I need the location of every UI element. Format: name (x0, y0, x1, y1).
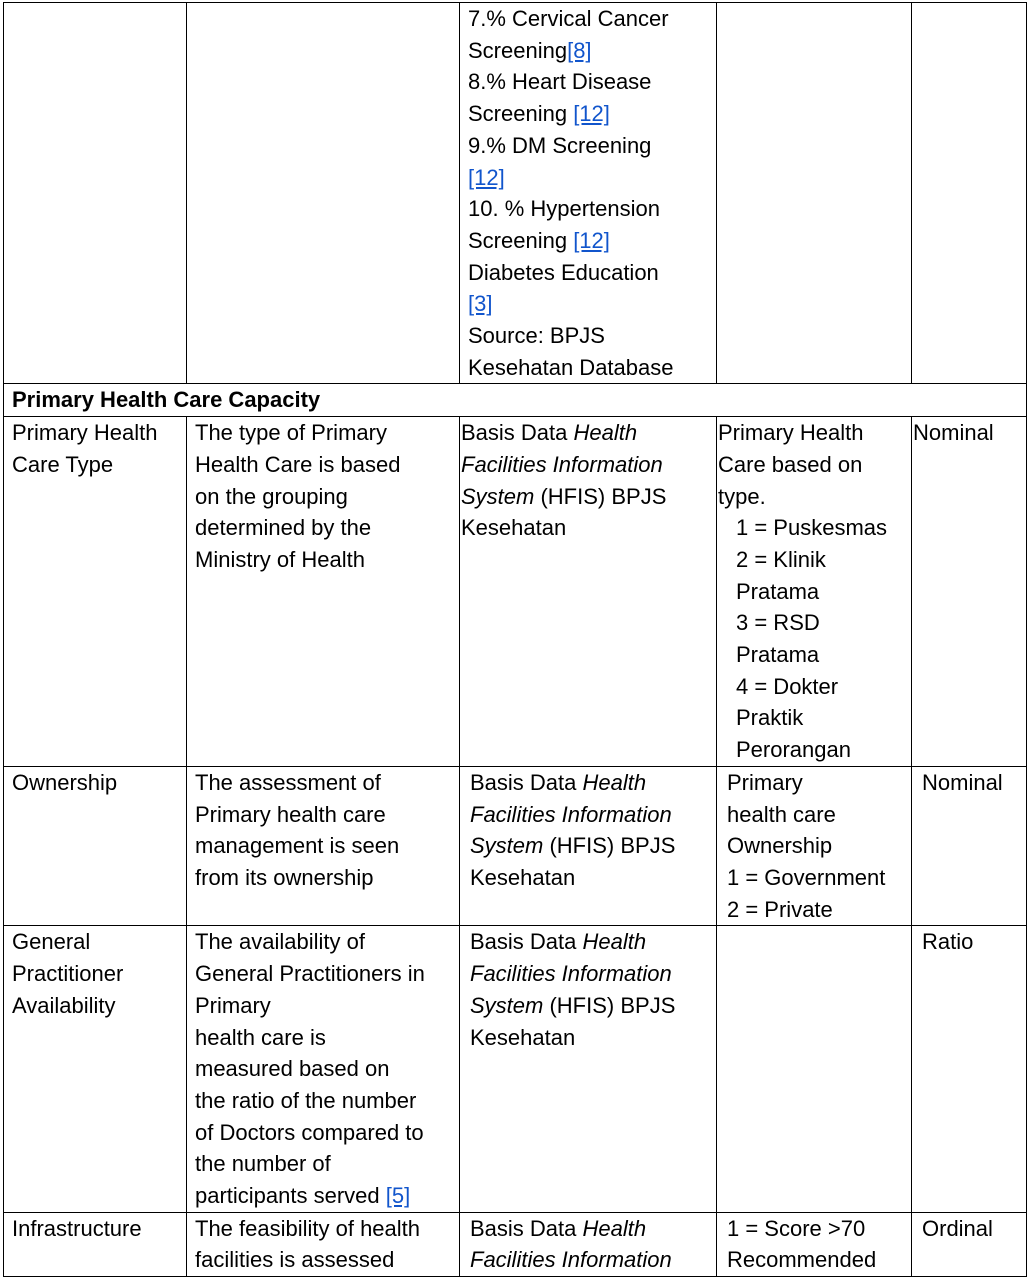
source-line: Kesehatan (461, 515, 567, 541)
definition-line: The feasibility of health (195, 1215, 421, 1241)
definition-line: The assessment of (195, 769, 381, 795)
category-cell (717, 926, 912, 1212)
scale-cell: Ratio (912, 926, 1027, 1212)
list-item: Kesehatan Database (468, 354, 674, 380)
scale-cell: Nominal (912, 417, 1027, 767)
table-row (4, 417, 1027, 767)
category-line: 4 = Dokter (736, 673, 839, 699)
table-cell (912, 3, 1027, 384)
citation-link[interactable]: [12] (468, 164, 505, 190)
category-line: Pratama (736, 578, 820, 604)
list-item: Source: BPJS (468, 323, 605, 349)
category-line: Primary Health (718, 420, 864, 446)
list-item: 8.% Heart Disease (468, 69, 652, 95)
source-line: Kesehatan (470, 1024, 576, 1050)
list-item: Diabetes Education (468, 259, 659, 285)
citation-link[interactable]: [12] (573, 227, 610, 253)
table-cell (187, 3, 460, 384)
definition-line: management is seen (195, 833, 400, 859)
table-row (4, 3, 1027, 384)
variable-line: Primary Health (12, 420, 158, 446)
definition-line: of Doctors compared to (195, 1119, 424, 1145)
list-item: 10. % Hypertension (468, 196, 660, 222)
category-line: 2 = Klinik (736, 546, 826, 572)
definition-line: The availability of (195, 929, 365, 955)
category-line: 1 = Puskesmas (736, 515, 888, 541)
citation-link[interactable]: [8] (567, 37, 592, 63)
source-line: Basis Data Health (470, 929, 647, 955)
variable-cell (4, 417, 187, 767)
definition-line: health care is (195, 1024, 326, 1050)
source-line: Basis Data Health (461, 420, 638, 446)
list-item: 7.% Cervical Cancer (468, 6, 669, 31)
variables-table (3, 2, 1027, 1277)
variable-cell: Ownership (4, 766, 187, 926)
category-line: 3 = RSD (736, 610, 820, 636)
source-cell (460, 1212, 717, 1276)
source-line: Basis Data Health (470, 1215, 647, 1241)
category-line: 1 = Score >70 (727, 1215, 866, 1241)
category-line: Ownership (727, 833, 833, 859)
definition-line: facilities is assessed (195, 1247, 395, 1273)
definition-line: participants served [5] (195, 1183, 411, 1209)
table-cell (717, 3, 912, 384)
category-cell (717, 1212, 912, 1276)
table-cell (4, 3, 187, 384)
source-line: System (HFIS) BPJS (461, 483, 667, 509)
definition-line: Ministry of Health (195, 546, 365, 572)
table-row (4, 1212, 1027, 1276)
source-line: Facilities Information (470, 1247, 672, 1273)
source-line: Kesehatan (470, 864, 576, 890)
definition-line: from its ownership (195, 864, 374, 890)
category-line: Recommended (727, 1247, 877, 1273)
definition-line: Health Care is based (195, 451, 401, 477)
variable-line: General (12, 929, 91, 955)
definition-line: The type of Primary (195, 420, 387, 446)
category-line: Primary (727, 769, 803, 795)
definition-cell (187, 766, 460, 926)
category-line: 2 = Private (727, 896, 833, 922)
source-cell (460, 766, 717, 926)
definition-line: on the grouping (195, 483, 348, 509)
definition-cell (187, 417, 460, 767)
source-line: Facilities Information (470, 961, 672, 987)
citation-link[interactable]: [12] (573, 101, 610, 127)
definition-line: determined by the (195, 515, 372, 541)
category-line: Care based on (718, 451, 863, 477)
definition-line: the ratio of the number (195, 1087, 417, 1113)
category-line: 1 = Government (727, 864, 886, 890)
variable-cell (4, 926, 187, 1212)
category-line: Perorangan (736, 737, 851, 763)
table-row (4, 926, 1027, 1212)
section-title: Primary Health Care Capacity (4, 384, 1027, 417)
definition-line: Primary health care (195, 801, 386, 827)
citation-link[interactable]: [5] (385, 1183, 411, 1209)
source-cell (460, 417, 717, 767)
category-line: type. (718, 483, 766, 509)
list-item (468, 162, 708, 194)
source-line: System (HFIS) BPJS (470, 992, 676, 1018)
citation-link[interactable]: [3] (468, 291, 493, 317)
category-line: Pratama (736, 642, 820, 668)
category-cell (717, 417, 912, 767)
source-line: System (HFIS) BPJS (470, 833, 676, 859)
category-line: health care (727, 801, 836, 827)
list-item (468, 288, 708, 320)
variable-line: Availability (12, 992, 116, 1018)
scale-cell: Ordinal (912, 1212, 1027, 1276)
variable-line: Care Type (12, 451, 114, 477)
list-item: Screening [12] (468, 227, 610, 253)
list-item: Screening[8] (468, 37, 592, 63)
variable-cell: Infrastructure (4, 1212, 187, 1276)
definition-cell (187, 1212, 460, 1276)
table-row (4, 766, 1027, 926)
source-line: Basis Data Health (470, 769, 647, 795)
scale-cell: Nominal (912, 766, 1027, 926)
source-line: Facilities Information (470, 801, 672, 827)
category-cell (717, 766, 912, 926)
list-item: Screening [12] (468, 101, 610, 127)
indicator-list-cell (460, 3, 717, 384)
definition-cell (187, 926, 460, 1212)
definition-line: the number of (195, 1151, 331, 1177)
list-item: 9.% DM Screening (468, 132, 652, 158)
variable-line: Practitioner (12, 961, 124, 987)
definition-line: General Practitioners in (195, 961, 425, 987)
source-line: Facilities Information (461, 451, 663, 477)
source-cell (460, 926, 717, 1212)
definition-line: Primary (195, 992, 271, 1018)
section-heading-row (4, 384, 1027, 417)
definition-line: measured based on (195, 1056, 390, 1082)
category-line: Praktik (736, 705, 804, 731)
